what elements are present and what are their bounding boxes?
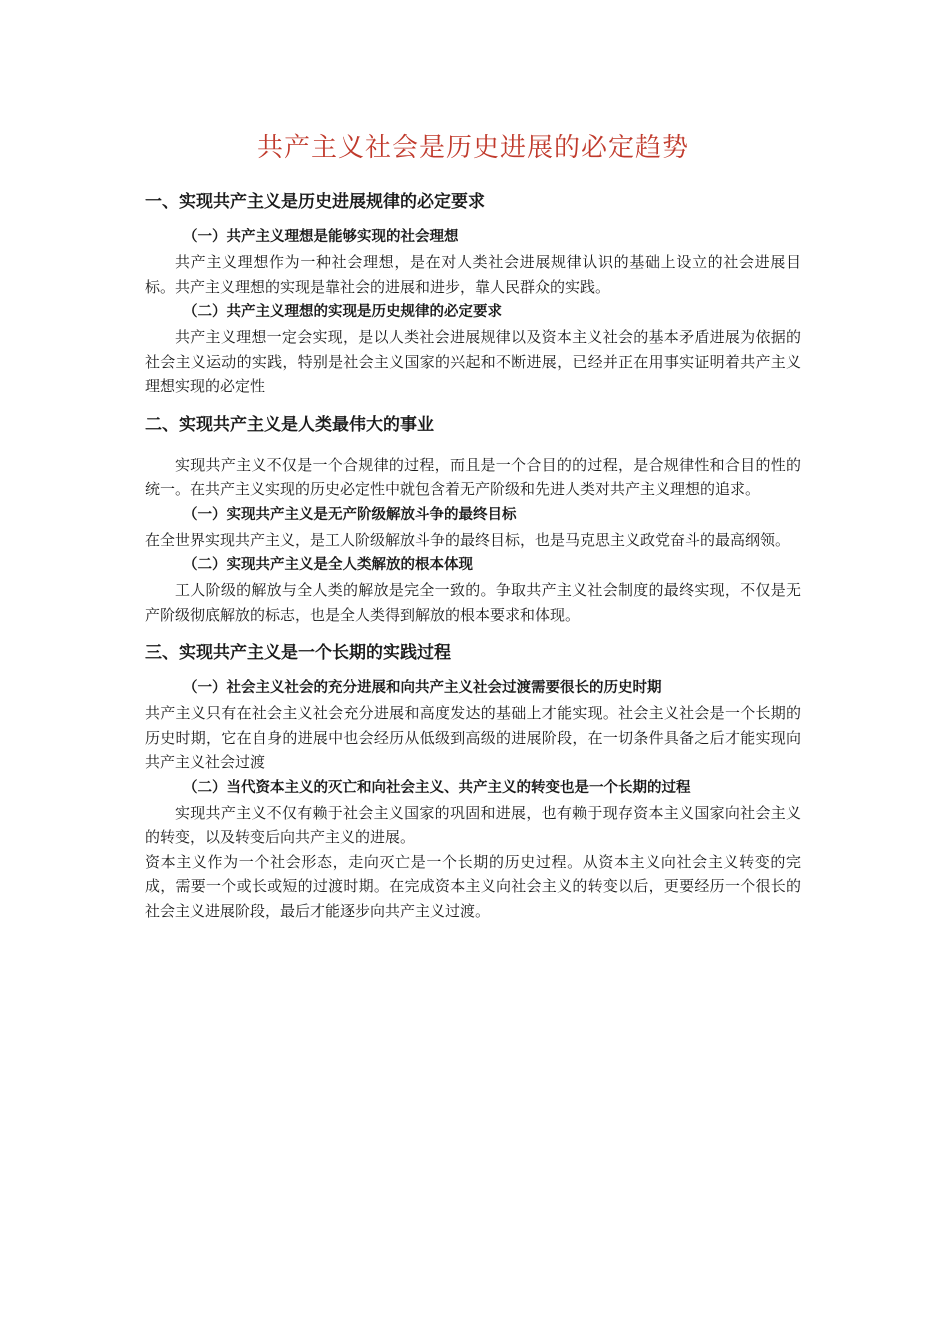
subsection-heading: （二）当代资本主义的灭亡和向社会主义、共产主义的转变也是一个长期的过程 [183,779,691,796]
document-title: 共产主义社会是历史进展的必定趋势 [256,133,689,163]
paragraph: 实现共产主义不仅是一个合规律的过程，而且是一个合目的的过程，是合规律性和合目的性的统一。在共产主义实现的历史必定性中就包含着无产阶级和先进人类对共产主义理想的追求。 [145,455,801,498]
section-heading: 三、实现共产主义是一个长期的实践过程 [145,643,451,663]
subsection-heading: （一）共产主义理想是能够实现的社会理想 [183,229,459,245]
paragraph: 实现共产主义不仅有赖于社会主义国家的巩固和进展，也有赖于现存资本主义国家向社会主义的转变，以及转变后向共产主义的进展。 [145,803,801,846]
paragraph: 工人阶级的解放与全人类的解放是完全一致的。争取共产主义社会制度的最终实现，不仅是无产阶级彻底解放的标志，也是全人类得到解放的根本要求和体现。 [145,581,801,624]
paragraph: 共产主义理想作为一种社会理想，是在对人类社会进展规律认识的基础上设立的社会进展目标。共产主义理想的实现是靠社会的进展和进步，靠人民群众的实践。 [145,253,801,296]
section-2 [145,411,801,628]
document-page [145,128,801,923]
paragraph: 在全世界实现共产主义，是工人阶级解放斗争的最终目标，也是马克思主义政党奋斗的最高纲领。 [145,530,791,549]
section-heading: 二、实现共产主义是人类最伟大的事业 [145,414,434,435]
section-3 [145,639,801,923]
subsection-heading: （一）社会主义社会的充分进展和向共产主义社会过渡需要很长的历史时期 [183,680,662,696]
subsection-heading: （一）实现共产主义是无产阶级解放斗争的最终目标 [183,506,517,523]
section-heading: 一、实现共产主义是历史进展规律的必定要求 [145,192,485,212]
paragraph: 共产主义只有在社会主义社会充分进展和高度发达的基础上才能实现。社会主义社会是一个长期的历史时期，它在自身的进展中也会经历从低级到高级的进展阶段，在一切条件具备之后才能实现向共产主义社会过渡 [145,704,801,771]
subsection-heading: （二）共产主义理想的实现是历史规律的必定要求 [183,304,502,320]
paragraph: 资本主义作为一个社会形态，走向灭亡是一个长期的历史过程。从资本主义向社会主义转变的完成，需要一个或长或短的过渡时期。在完成资本主义向社会主义的转变以后，更要经历一个很长的社会主义进展阶段，最后才能逐步向共产主义过渡。 [145,852,801,920]
subsection-heading: （二）实现共产主义是全人类解放的根本体现 [183,557,473,573]
paragraph: 共产主义理想一定会实现，是以人类社会进展规律以及资本主义社会的基本矛盾进展为依据的社会主义运动的实践，特别是社会主义国家的兴起和不断进展，已经并正在用事实证明着共产主义理想实现的必定性 [145,328,801,395]
section-1 [145,188,801,399]
